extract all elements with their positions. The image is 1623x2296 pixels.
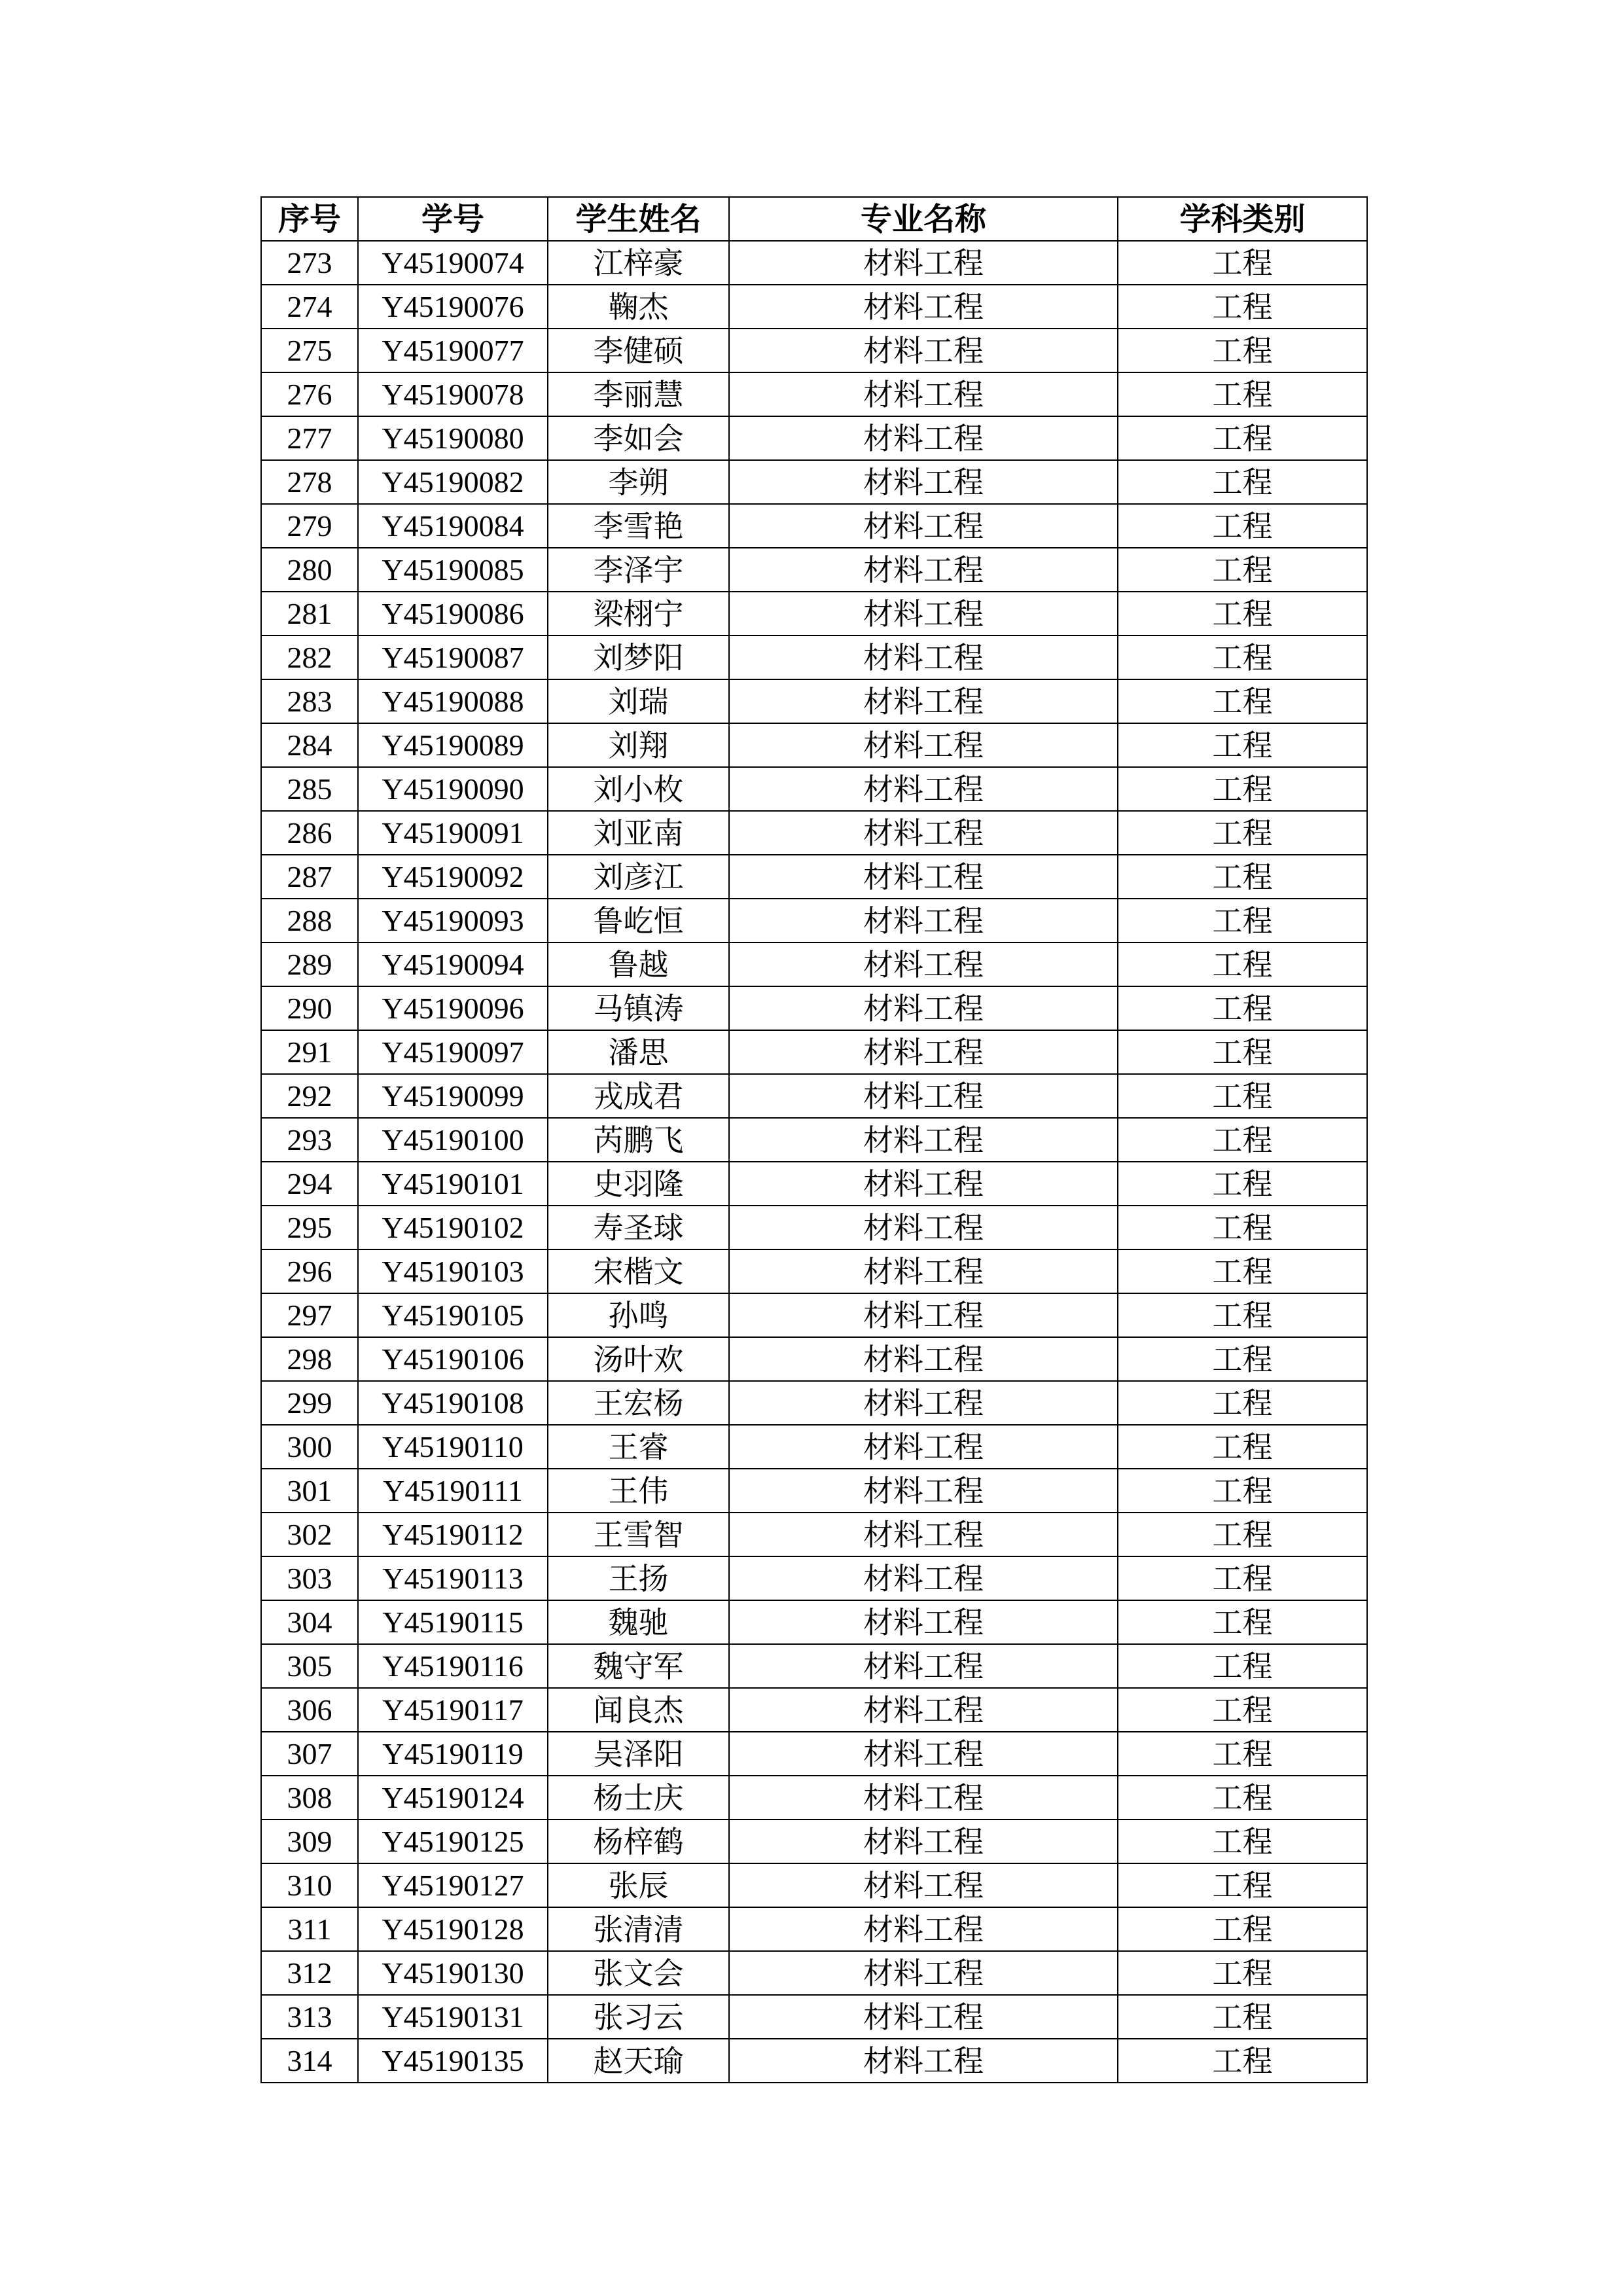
cell-student-name: 王雪智 — [548, 1513, 729, 1556]
cell-index: 290 — [261, 986, 358, 1030]
cell-discipline-category: 工程 — [1118, 1162, 1367, 1206]
cell-student-id: Y45190091 — [358, 811, 548, 855]
cell-student-id: Y45190080 — [358, 416, 548, 460]
cell-student-id: Y45190087 — [358, 636, 548, 679]
cell-index: 283 — [261, 679, 358, 723]
table-row — [261, 679, 1367, 723]
cell-index: 291 — [261, 1030, 358, 1074]
cell-student-name: 寿圣球 — [548, 1206, 729, 1249]
table-row — [261, 1951, 1367, 1995]
cell-index: 289 — [261, 942, 358, 986]
cell-major-name: 材料工程 — [729, 1995, 1118, 2039]
table-row — [261, 241, 1367, 285]
cell-major-name: 材料工程 — [729, 1118, 1118, 1162]
cell-major-name: 材料工程 — [729, 285, 1118, 329]
cell-student-id: Y45190096 — [358, 986, 548, 1030]
cell-index: 280 — [261, 548, 358, 592]
cell-discipline-category: 工程 — [1118, 548, 1367, 592]
cell-index: 295 — [261, 1206, 358, 1249]
table-row — [261, 1863, 1367, 1907]
table-row — [261, 1907, 1367, 1951]
cell-major-name: 材料工程 — [729, 1556, 1118, 1600]
cell-discipline-category: 工程 — [1118, 1381, 1367, 1425]
cell-discipline-category: 工程 — [1118, 899, 1367, 942]
cell-student-id: Y45190082 — [358, 460, 548, 504]
cell-student-name: 李健硕 — [548, 329, 729, 372]
cell-student-id: Y45190128 — [358, 1907, 548, 1951]
table-row — [261, 855, 1367, 899]
cell-index: 300 — [261, 1425, 358, 1469]
table-row — [261, 1776, 1367, 1820]
table-row — [261, 460, 1367, 504]
cell-index: 273 — [261, 241, 358, 285]
header-major-name: 专业名称 — [729, 197, 1118, 241]
cell-student-id: Y45190113 — [358, 1556, 548, 1600]
cell-student-name: 芮鹏飞 — [548, 1118, 729, 1162]
cell-student-id: Y45190089 — [358, 723, 548, 767]
cell-major-name: 材料工程 — [729, 1074, 1118, 1118]
header-row — [261, 197, 1367, 241]
cell-discipline-category: 工程 — [1118, 1644, 1367, 1688]
cell-student-name: 杨士庆 — [548, 1776, 729, 1820]
table-row — [261, 636, 1367, 679]
cell-student-name: 史羽隆 — [548, 1162, 729, 1206]
cell-index: 310 — [261, 1863, 358, 1907]
cell-major-name: 材料工程 — [729, 723, 1118, 767]
cell-index: 305 — [261, 1644, 358, 1688]
cell-discipline-category: 工程 — [1118, 811, 1367, 855]
cell-discipline-category: 工程 — [1118, 1118, 1367, 1162]
cell-student-id: Y45190090 — [358, 767, 548, 811]
cell-major-name: 材料工程 — [729, 679, 1118, 723]
cell-major-name: 材料工程 — [729, 899, 1118, 942]
table-row — [261, 1030, 1367, 1074]
table-row — [261, 1644, 1367, 1688]
table-row — [261, 2039, 1367, 2083]
cell-index: 277 — [261, 416, 358, 460]
table-row — [261, 1206, 1367, 1249]
cell-discipline-category: 工程 — [1118, 1293, 1367, 1337]
cell-discipline-category: 工程 — [1118, 329, 1367, 372]
cell-index: 278 — [261, 460, 358, 504]
table-row — [261, 1600, 1367, 1644]
cell-discipline-category: 工程 — [1118, 1951, 1367, 1995]
cell-discipline-category: 工程 — [1118, 723, 1367, 767]
cell-index: 279 — [261, 504, 358, 548]
cell-discipline-category: 工程 — [1118, 241, 1367, 285]
cell-major-name: 材料工程 — [729, 1820, 1118, 1863]
student-list-table — [260, 196, 1368, 2083]
cell-discipline-category: 工程 — [1118, 1907, 1367, 1951]
cell-student-id: Y45190097 — [358, 1030, 548, 1074]
cell-index: 309 — [261, 1820, 358, 1863]
cell-discipline-category: 工程 — [1118, 1206, 1367, 1249]
cell-student-name: 孙鸣 — [548, 1293, 729, 1337]
cell-discipline-category: 工程 — [1118, 285, 1367, 329]
cell-student-name: 刘小枚 — [548, 767, 729, 811]
cell-index: 307 — [261, 1732, 358, 1776]
cell-discipline-category: 工程 — [1118, 1556, 1367, 1600]
cell-index: 293 — [261, 1118, 358, 1162]
cell-student-name: 梁栩宁 — [548, 592, 729, 636]
cell-discipline-category: 工程 — [1118, 942, 1367, 986]
cell-discipline-category: 工程 — [1118, 372, 1367, 416]
table-row — [261, 1425, 1367, 1469]
cell-discipline-category: 工程 — [1118, 1995, 1367, 2039]
table-header — [261, 197, 1367, 241]
cell-index: 287 — [261, 855, 358, 899]
cell-major-name: 材料工程 — [729, 1776, 1118, 1820]
cell-index: 276 — [261, 372, 358, 416]
cell-major-name: 材料工程 — [729, 241, 1118, 285]
header-index: 序号 — [261, 197, 358, 241]
cell-student-id: Y45190111 — [358, 1469, 548, 1513]
table-row — [261, 592, 1367, 636]
cell-discipline-category: 工程 — [1118, 767, 1367, 811]
cell-major-name: 材料工程 — [729, 592, 1118, 636]
cell-student-name: 鞠杰 — [548, 285, 729, 329]
cell-major-name: 材料工程 — [729, 1162, 1118, 1206]
header-discipline-category: 学科类别 — [1118, 197, 1367, 241]
table-row — [261, 1513, 1367, 1556]
cell-discipline-category: 工程 — [1118, 460, 1367, 504]
cell-major-name: 材料工程 — [729, 1644, 1118, 1688]
cell-index: 284 — [261, 723, 358, 767]
cell-major-name: 材料工程 — [729, 1951, 1118, 1995]
cell-student-name: 杨梓鹤 — [548, 1820, 729, 1863]
cell-discipline-category: 工程 — [1118, 1074, 1367, 1118]
table-row — [261, 1337, 1367, 1381]
cell-index: 303 — [261, 1556, 358, 1600]
cell-major-name: 材料工程 — [729, 372, 1118, 416]
table-row — [261, 1732, 1367, 1776]
table-row — [261, 1469, 1367, 1513]
cell-discipline-category: 工程 — [1118, 2039, 1367, 2083]
cell-discipline-category: 工程 — [1118, 679, 1367, 723]
cell-student-id: Y45190074 — [358, 241, 548, 285]
cell-major-name: 材料工程 — [729, 811, 1118, 855]
cell-discipline-category: 工程 — [1118, 1513, 1367, 1556]
cell-major-name: 材料工程 — [729, 1337, 1118, 1381]
header-student-name: 学生姓名 — [548, 197, 729, 241]
cell-discipline-category: 工程 — [1118, 1863, 1367, 1907]
cell-major-name: 材料工程 — [729, 2039, 1118, 2083]
cell-major-name: 材料工程 — [729, 855, 1118, 899]
cell-discipline-category: 工程 — [1118, 1688, 1367, 1732]
table-row — [261, 1074, 1367, 1118]
cell-student-id: Y45190119 — [358, 1732, 548, 1776]
cell-major-name: 材料工程 — [729, 329, 1118, 372]
cell-discipline-category: 工程 — [1118, 1030, 1367, 1074]
cell-discipline-category: 工程 — [1118, 1600, 1367, 1644]
cell-index: 281 — [261, 592, 358, 636]
table-row — [261, 1293, 1367, 1337]
cell-student-id: Y45190117 — [358, 1688, 548, 1732]
cell-major-name: 材料工程 — [729, 548, 1118, 592]
cell-student-name: 鲁屹恒 — [548, 899, 729, 942]
cell-student-id: Y45190076 — [358, 285, 548, 329]
cell-index: 275 — [261, 329, 358, 372]
cell-index: 298 — [261, 1337, 358, 1381]
table-row — [261, 329, 1367, 372]
cell-student-name: 宋楷文 — [548, 1249, 729, 1293]
cell-student-id: Y45190106 — [358, 1337, 548, 1381]
cell-index: 302 — [261, 1513, 358, 1556]
cell-student-name: 张清清 — [548, 1907, 729, 1951]
cell-discipline-category: 工程 — [1118, 1425, 1367, 1469]
cell-index: 312 — [261, 1951, 358, 1995]
header-student-id: 学号 — [358, 197, 548, 241]
cell-student-id: Y45190103 — [358, 1249, 548, 1293]
cell-index: 314 — [261, 2039, 358, 2083]
cell-student-name: 刘亚南 — [548, 811, 729, 855]
cell-student-id: Y45190086 — [358, 592, 548, 636]
cell-major-name: 材料工程 — [729, 460, 1118, 504]
cell-major-name: 材料工程 — [729, 1863, 1118, 1907]
cell-student-id: Y45190124 — [358, 1776, 548, 1820]
table-row — [261, 899, 1367, 942]
table-row — [261, 767, 1367, 811]
cell-discipline-category: 工程 — [1118, 1820, 1367, 1863]
cell-student-id: Y45190094 — [358, 942, 548, 986]
cell-major-name: 材料工程 — [729, 1293, 1118, 1337]
cell-index: 285 — [261, 767, 358, 811]
cell-index: 282 — [261, 636, 358, 679]
table-row — [261, 1995, 1367, 2039]
cell-student-id: Y45190105 — [358, 1293, 548, 1337]
cell-index: 313 — [261, 1995, 358, 2039]
cell-student-id: Y45190130 — [358, 1951, 548, 1995]
cell-index: 286 — [261, 811, 358, 855]
cell-student-name: 戎成君 — [548, 1074, 729, 1118]
cell-student-id: Y45190135 — [358, 2039, 548, 2083]
cell-major-name: 材料工程 — [729, 1907, 1118, 1951]
cell-major-name: 材料工程 — [729, 1425, 1118, 1469]
cell-student-name: 张习云 — [548, 1995, 729, 2039]
cell-major-name: 材料工程 — [729, 1249, 1118, 1293]
cell-major-name: 材料工程 — [729, 1732, 1118, 1776]
cell-student-name: 李丽慧 — [548, 372, 729, 416]
cell-student-name: 吴泽阳 — [548, 1732, 729, 1776]
cell-student-name: 马镇涛 — [548, 986, 729, 1030]
cell-index: 311 — [261, 1907, 358, 1951]
cell-student-name: 刘瑞 — [548, 679, 729, 723]
table-row — [261, 548, 1367, 592]
cell-index: 299 — [261, 1381, 358, 1425]
cell-discipline-category: 工程 — [1118, 504, 1367, 548]
cell-discipline-category: 工程 — [1118, 855, 1367, 899]
cell-student-id: Y45190110 — [358, 1425, 548, 1469]
table-row — [261, 986, 1367, 1030]
cell-student-id: Y45190108 — [358, 1381, 548, 1425]
cell-major-name: 材料工程 — [729, 1469, 1118, 1513]
cell-student-name: 李雪艳 — [548, 504, 729, 548]
cell-student-name: 李如会 — [548, 416, 729, 460]
cell-student-id: Y45190102 — [358, 1206, 548, 1249]
table-row — [261, 285, 1367, 329]
cell-student-name: 魏守军 — [548, 1644, 729, 1688]
cell-major-name: 材料工程 — [729, 1600, 1118, 1644]
cell-student-name: 刘彦江 — [548, 855, 729, 899]
cell-student-name: 李朔 — [548, 460, 729, 504]
cell-major-name: 材料工程 — [729, 1688, 1118, 1732]
cell-discipline-category: 工程 — [1118, 416, 1367, 460]
cell-discipline-category: 工程 — [1118, 1249, 1367, 1293]
cell-index: 292 — [261, 1074, 358, 1118]
cell-student-name: 王伟 — [548, 1469, 729, 1513]
cell-student-id: Y45190099 — [358, 1074, 548, 1118]
cell-discipline-category: 工程 — [1118, 986, 1367, 1030]
cell-student-name: 张文会 — [548, 1951, 729, 1995]
cell-student-name: 魏驰 — [548, 1600, 729, 1644]
cell-major-name: 材料工程 — [729, 504, 1118, 548]
cell-index: 304 — [261, 1600, 358, 1644]
table-body — [261, 241, 1367, 2083]
cell-student-id: Y45190115 — [358, 1600, 548, 1644]
cell-student-name: 刘梦阳 — [548, 636, 729, 679]
cell-major-name: 材料工程 — [729, 942, 1118, 986]
cell-student-id: Y45190085 — [358, 548, 548, 592]
table-row — [261, 372, 1367, 416]
cell-discipline-category: 工程 — [1118, 1469, 1367, 1513]
cell-major-name: 材料工程 — [729, 636, 1118, 679]
cell-student-name: 江梓豪 — [548, 241, 729, 285]
cell-index: 296 — [261, 1249, 358, 1293]
cell-discipline-category: 工程 — [1118, 1732, 1367, 1776]
cell-student-id: Y45190125 — [358, 1820, 548, 1863]
table-row — [261, 942, 1367, 986]
cell-index: 306 — [261, 1688, 358, 1732]
table-row — [261, 504, 1367, 548]
cell-major-name: 材料工程 — [729, 1030, 1118, 1074]
cell-index: 274 — [261, 285, 358, 329]
cell-student-id: Y45190131 — [358, 1995, 548, 2039]
cell-major-name: 材料工程 — [729, 1513, 1118, 1556]
cell-student-name: 李泽宇 — [548, 548, 729, 592]
table-row — [261, 811, 1367, 855]
cell-student-name: 潘思 — [548, 1030, 729, 1074]
cell-major-name: 材料工程 — [729, 767, 1118, 811]
table-row — [261, 1249, 1367, 1293]
cell-major-name: 材料工程 — [729, 1206, 1118, 1249]
table-row — [261, 416, 1367, 460]
cell-student-name: 汤叶欢 — [548, 1337, 729, 1381]
table-row — [261, 1162, 1367, 1206]
cell-student-name: 王扬 — [548, 1556, 729, 1600]
cell-student-id: Y45190100 — [358, 1118, 548, 1162]
cell-student-name: 鲁越 — [548, 942, 729, 986]
table-row — [261, 1556, 1367, 1600]
cell-index: 301 — [261, 1469, 358, 1513]
cell-student-id: Y45190112 — [358, 1513, 548, 1556]
table-row — [261, 1118, 1367, 1162]
table-row — [261, 1381, 1367, 1425]
cell-student-name: 王宏杨 — [548, 1381, 729, 1425]
cell-student-id: Y45190077 — [358, 329, 548, 372]
cell-discipline-category: 工程 — [1118, 1776, 1367, 1820]
cell-student-id: Y45190084 — [358, 504, 548, 548]
cell-student-id: Y45190088 — [358, 679, 548, 723]
cell-student-name: 王睿 — [548, 1425, 729, 1469]
cell-student-id: Y45190093 — [358, 899, 548, 942]
cell-discipline-category: 工程 — [1118, 1337, 1367, 1381]
cell-student-id: Y45190101 — [358, 1162, 548, 1206]
cell-index: 297 — [261, 1293, 358, 1337]
table-row — [261, 723, 1367, 767]
cell-index: 294 — [261, 1162, 358, 1206]
cell-student-id: Y45190078 — [358, 372, 548, 416]
cell-student-name: 闻良杰 — [548, 1688, 729, 1732]
cell-major-name: 材料工程 — [729, 986, 1118, 1030]
cell-student-name: 刘翔 — [548, 723, 729, 767]
cell-discipline-category: 工程 — [1118, 592, 1367, 636]
cell-student-name: 张辰 — [548, 1863, 729, 1907]
cell-student-name: 赵天瑜 — [548, 2039, 729, 2083]
table-row — [261, 1688, 1367, 1732]
table-row — [261, 1820, 1367, 1863]
cell-major-name: 材料工程 — [729, 416, 1118, 460]
cell-discipline-category: 工程 — [1118, 636, 1367, 679]
cell-student-id: Y45190116 — [358, 1644, 548, 1688]
cell-student-id: Y45190127 — [358, 1863, 548, 1907]
cell-index: 308 — [261, 1776, 358, 1820]
cell-student-id: Y45190092 — [358, 855, 548, 899]
cell-major-name: 材料工程 — [729, 1381, 1118, 1425]
cell-index: 288 — [261, 899, 358, 942]
